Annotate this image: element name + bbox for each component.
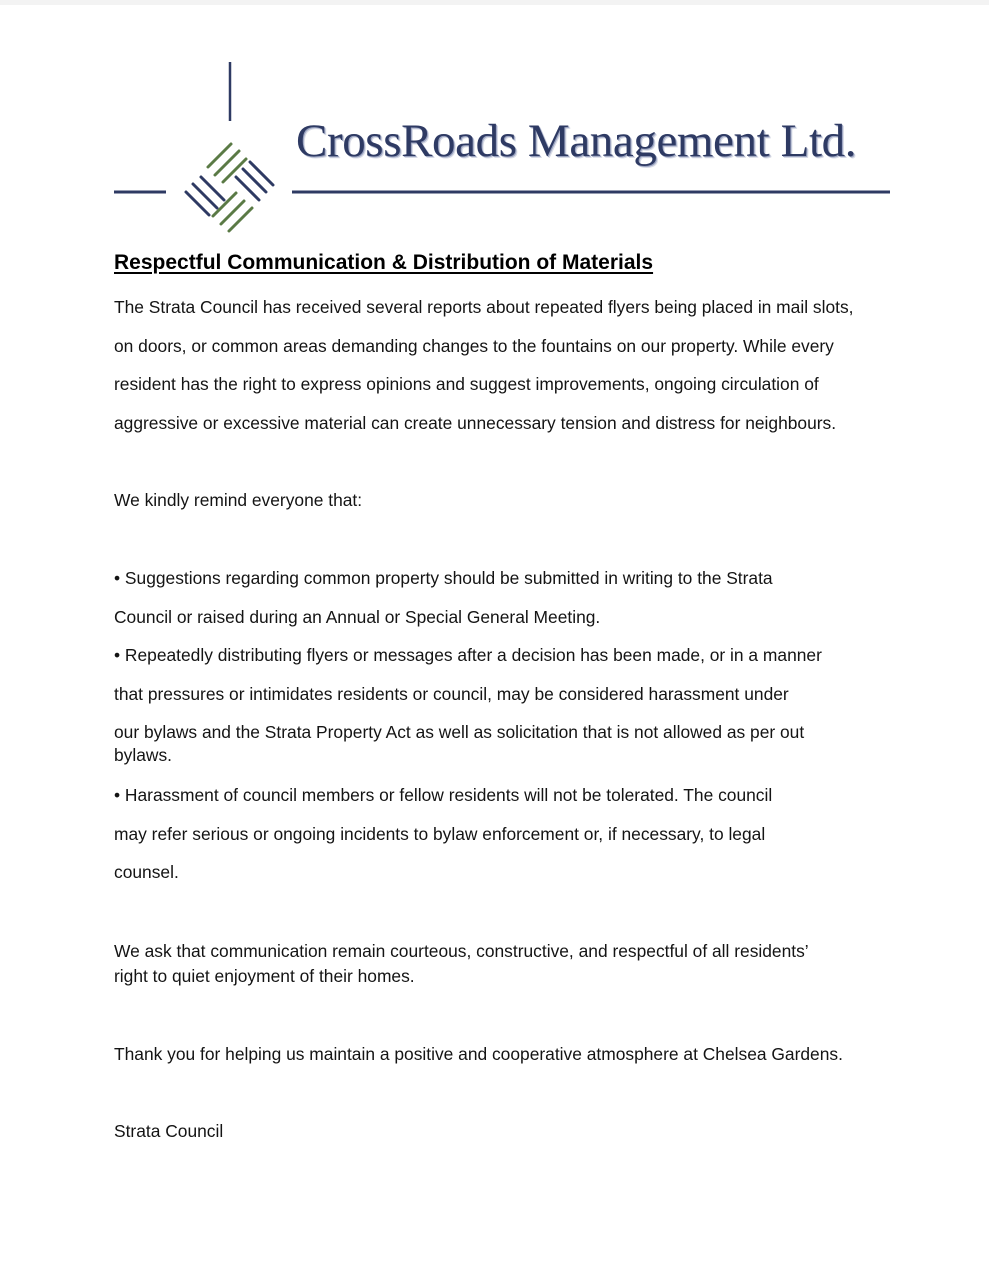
document-title: Respectful Communication & Distribution of Materials	[114, 251, 654, 274]
bullet-line: that pressures or intimidates residents or council, may be considered harassment under	[114, 683, 789, 704]
intro-line: The Strata Council has received several reports about repeated flyers being placed in mail slots,	[114, 297, 854, 317]
bullet-item	[114, 636, 884, 768]
thanks-text: Thank you for helping us maintain a positive and cooperative atmosphere at Chelsea Gardens.	[114, 1044, 843, 1064]
bullet-line: • Harassment of council members or fellow residents will not be tolerated. The council	[114, 785, 773, 805]
signature	[114, 1112, 884, 1151]
request-paragraph	[114, 939, 884, 989]
bullet-line: our bylaws and the Strata Property Act as well as solicitation that is not allowed as per out	[114, 722, 805, 742]
reminder-lead	[114, 481, 884, 520]
document-body	[114, 248, 884, 1141]
bullet-line: Council or raised during an Annual or Special General Meeting.	[114, 606, 601, 627]
intro-line: aggressive or excessive material can create unnecessary tension and distress for neighbours.	[114, 412, 837, 433]
bullet-line: • Repeatedly distributing flyers or messages after a decision has been made, or in a manner	[114, 645, 822, 665]
bullet-line: bylaws.	[114, 745, 172, 765]
bullet-item	[114, 776, 884, 892]
letterhead	[0, 0, 989, 250]
request-line: right to quiet enjoyment of their homes.	[114, 966, 415, 986]
bullet-item	[114, 559, 884, 636]
intro-paragraph	[114, 288, 884, 442]
intro-line: resident has the right to express opinions and suggest improvements, ongoing circulation of	[114, 374, 819, 394]
signature-text: Strata Council	[114, 1121, 224, 1141]
reminder-lead-text: We kindly remind everyone that:	[114, 490, 363, 510]
company-name: CrossRoads Management Ltd.	[296, 115, 857, 167]
thanks-paragraph	[114, 1035, 884, 1074]
intro-line: on doors, or common areas demanding changes to the fountains on our property. While every	[114, 335, 834, 356]
logo-green-bottom-strokes	[213, 193, 252, 231]
logo-navy-right-strokes	[236, 162, 273, 200]
bullet-line: may refer serious or ongoing incidents to bylaw enforcement or, if necessary, to legal	[114, 823, 766, 844]
bullet-line: counsel.	[114, 862, 179, 882]
logo-green-top-strokes	[208, 144, 246, 182]
request-line: We ask that communication remain courteous, constructive, and respectful of all residents’	[114, 941, 809, 961]
bullet-list	[114, 559, 884, 892]
bullet-line: • Suggestions regarding common property should be submitted in writing to the Strata	[114, 568, 773, 588]
